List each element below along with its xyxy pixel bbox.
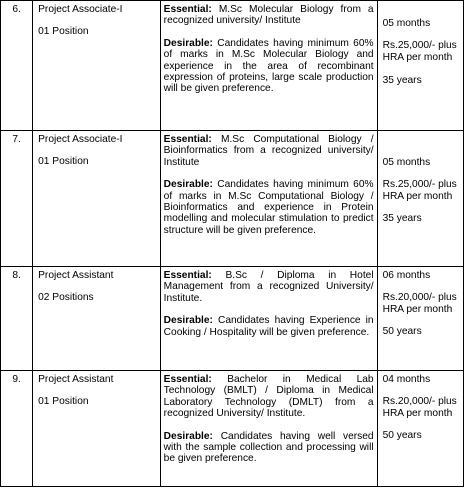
serial-number: 8. <box>1 267 33 371</box>
post-name: Project Assistant <box>38 374 114 385</box>
age-limit: 35 years <box>382 75 422 87</box>
duration: 04 months <box>382 374 431 385</box>
serial-number: 9. <box>1 371 33 487</box>
age-limit: 35 years <box>382 213 422 225</box>
duration: 05 months <box>382 18 431 29</box>
salary: Rs.25,000/- plus HRA per month <box>382 40 457 63</box>
position-count: 01 Position <box>38 26 89 38</box>
essential-label: Essential: <box>163 4 212 15</box>
desirable-qualification: Desirable: Candidates having Experience in Cooking / Hospitality will be given preference. <box>163 315 374 338</box>
serial-number: 7. <box>1 131 33 267</box>
qualification-cell <box>160 371 377 487</box>
desirable-label: Desirable: <box>163 315 213 327</box>
age-limit: 50 years <box>382 326 422 338</box>
salary: Rs.20,000/- plus HRA per month <box>382 292 457 315</box>
desirable-label: Desirable: <box>163 37 213 49</box>
table-row <box>1 131 464 267</box>
desirable-label: Desirable: <box>163 430 213 442</box>
essential-qualification: Essential: B.Sc / Diploma in Hotel Management from a recognized University/ Institute. <box>163 270 374 304</box>
position-count: 01 Position <box>38 156 89 168</box>
position-count: 01 Position <box>38 396 89 408</box>
post-cell <box>33 371 161 487</box>
essential-label: Essential: <box>163 134 212 145</box>
terms-cell <box>377 371 463 487</box>
essential-qualification: Essential: M.Sc Computational Biology / Bioinformatics from a recognized university/ Institute <box>163 134 374 168</box>
age-limit: 50 years <box>382 430 422 442</box>
desirable-label: Desirable: <box>163 179 213 191</box>
terms-cell <box>377 1 463 131</box>
post-cell <box>33 267 161 371</box>
qualification-cell <box>160 267 377 371</box>
post-name: Project Assistant <box>38 270 114 281</box>
post-cell <box>33 131 161 267</box>
duration: 06 months <box>382 270 431 281</box>
desirable-qualification: Desirable: Candidates having minimum 60% of marks in M.Sc Molecular Biology and experience in the area of recombinant expression of proteins, large scale production will be given preference. <box>163 37 374 95</box>
salary: Rs.20,000/- plus HRA per month <box>382 396 457 419</box>
desirable-qualification: Desirable: Candidates having well versed with the sample collection and processing will be given preference. <box>163 430 374 465</box>
qualification-cell <box>160 1 377 131</box>
table-row <box>1 1 464 131</box>
post-name: Project Associate-I <box>38 134 123 145</box>
position-count: 02 Positions <box>38 292 94 304</box>
post-cell <box>33 1 161 131</box>
salary: Rs.25,000/- plus HRA per month <box>382 179 457 202</box>
desirable-qualification: Desirable: Candidates having minimum 60% of marks in M.Sc Computational Biology / Bioinformatics and experience in Protein modelling and molecular stimulation to predict structure will be given preference. <box>163 179 374 236</box>
essential-qualification: Essential: Bachelor in Medical Lab Technology (BMLT) / Diploma in Medical Laboratory Technology (DMLT) from a recognized University/ Institute. <box>163 374 374 420</box>
post-name: Project Associate-I <box>38 4 123 15</box>
table-row <box>1 267 464 371</box>
terms-cell <box>377 131 463 267</box>
qualification-cell <box>160 131 377 267</box>
terms-cell <box>377 267 463 371</box>
essential-qualification: Essential: M.Sc Molecular Biology from a recognized university/ Institute <box>163 4 374 27</box>
essential-label: Essential: <box>163 270 212 281</box>
essential-label: Essential: <box>163 374 212 385</box>
duration: 05 months <box>382 157 431 168</box>
table-row <box>1 371 464 487</box>
serial-number: 6. <box>1 1 33 131</box>
